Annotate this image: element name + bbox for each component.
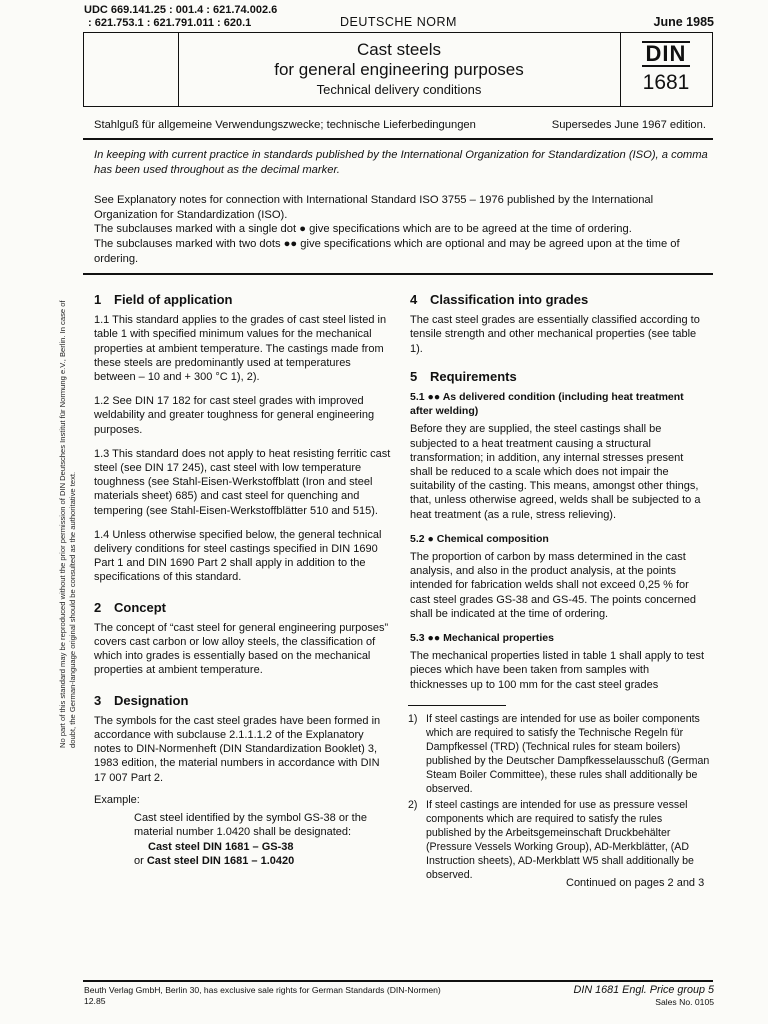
designation-2-row [94, 854, 392, 868]
footer-left [84, 985, 441, 1006]
subsection-5-3-heading: 5.3 ●● Mechanical properties [410, 632, 554, 645]
designation-2: Cast steel DIN 1681 – 1.0420 [146, 854, 295, 867]
footnotes [408, 712, 710, 882]
example-text: Cast steel identified by the symbol GS-38 or the material number 1.0420 shall be designated: [134, 812, 367, 839]
designation-1: Cast steel DIN 1681 – GS-38 [148, 840, 294, 853]
single-dot-note: The subclauses marked with a single dot ● give specifications which are to be agreed at the time of ordering. [94, 223, 632, 235]
para-5-2: The proportion of carbon by mass determined in the cast analysis, and also in the product analysis, at the points intended for fabrication welds shall not exceed 0,25 % for cast steel grades GS-38 and GS-45. The points concerned shall be indicated at the time of ordering. [410, 551, 696, 620]
footnote-2 [408, 798, 710, 882]
para-1-2: 1.2 See DIN 17 182 for cast steel grades with improved weldability and greater toughness for general engineering purposes. [94, 395, 375, 436]
example-label: Example: [94, 793, 140, 806]
footnote-1-text: If steel castings are intended for use as boiler components which are required to satisfy the Technische Regeln für Dampfkessel (TRD) (Technical rules for steam boilers) published by the Deutscher Dampfkesselausschuß (German Steam Boiler Committee), these rules shall additionally be observed. [426, 713, 710, 795]
para-4: The cast steel grades are essentially classified according to tensile strength and other mechanical properties (see table 1). [410, 314, 700, 355]
title-block [178, 33, 621, 106]
para-1-4: 1.4 Unless otherwise specified below, the general technical delivery conditions for steel castings specified in DIN 1690 Part 1 and DIN 1690 Part 2 shall apply in addition to the specifications of this standard. [94, 528, 382, 584]
udc-line-1: UDC 669.141.25 : 001.4 : 621.74.002.6 [84, 4, 278, 16]
or-word: or [134, 854, 144, 867]
title-line-3: Technical delivery conditions [316, 82, 482, 97]
publication-date: June 1985 [653, 15, 714, 29]
footer-reference: DIN 1681 Engl. Price group 5 [573, 984, 714, 996]
left-column [94, 293, 392, 868]
sales-number: Sales No. 0105 [655, 997, 714, 1007]
section-1-heading: 1 Field of application [94, 292, 233, 307]
publisher-note: Beuth Verlag GmbH, Berlin 30, has exclusive sale rights for German Standards (DIN-Normen) [84, 985, 441, 995]
norm-label: DEUTSCHE NORM [340, 15, 457, 29]
explanatory-note: See Explanatory notes for connection with International Standard ISO 3755 – 1976 published by the International Organization for Standardization (ISO). [94, 194, 654, 221]
section-3-heading: 3 Designation [94, 692, 189, 708]
udc-line-2: : 621.753.1 : 621.791.011 : 620.1 [88, 17, 252, 29]
para-5-1: Before they are supplied, the steel castings shall be subjected to a heat treatment causing a structural transformation; in addition, any internal stresses present shall be reduced to a scale which does not impair the suitability of the casting. This means, amongst other things, that, unless otherwise agreed, welds shall be subjected to a heat treatment (as a rule, stress relieving). [410, 423, 701, 521]
footnote-1-number: 1) [408, 713, 418, 725]
copyright-sidenote: No part of this standard may be reproduced without the prior permission of DIN Deutsches Institut für Normung e.V., Berlin. In case of doubt, the German-language original should be consulted as the authoritative text. [58, 300, 77, 748]
udc-classification [84, 4, 277, 30]
continued-note: Continued on pages 2 and 3 [566, 877, 705, 889]
edition-code: 12.85 [84, 995, 106, 1006]
section-4-heading: 4 Classification into grades [410, 292, 589, 307]
footnote-2-number: 2) [408, 799, 418, 811]
para-3: The symbols for the cast steel grades have been formed in accordance with subclause 2.1.1.1.2 of the Explanatory notes to DIN-Normenheft (DIN Standardization Booklet) 3, 1983 edition, the material numbers in accordance with DIN 17 007 Part 2. [94, 714, 381, 784]
two-dots-note: The subclauses marked with two dots ●● give specifications which are optional and may be agreed upon at the time of ordering. [94, 238, 680, 265]
para-1-1: 1.1 This standard applies to the grades of cast steel listed in table 1 with specified minimum values for the mechanical properties at ambient temperature. The castings made from these steels are predominantly used at temperatures between – 10 and + 300 °C 1), 2). [94, 314, 387, 384]
right-column [410, 293, 708, 692]
supersedes-note: Supersedes June 1967 edition. [551, 119, 706, 131]
para-5-3: The mechanical properties listed in table 1 shall apply to test pieces which have been taken from samples with thicknesses up to 100 mm for the cast steel grades [410, 650, 705, 691]
german-title: Stahlguß für allgemeine Verwendungszwecke; technische Lieferbedingungen [94, 119, 476, 131]
title-box-blank [84, 33, 179, 106]
subsection-5-2-heading: 5.2 ● Chemical composition [410, 532, 549, 545]
title-box [83, 32, 713, 107]
divider-bottom [83, 980, 713, 982]
title-line-2: for general engineering purposes [274, 60, 524, 79]
iso-decimal-note: In keeping with current practice in standards published by the International Organization for Standardization (ISO), a comma has been used throughout as the decimal marker. [94, 149, 708, 176]
para-2: The concept of “cast steel for general engineering purposes” covers cast carbon or low alloy steels, the classification of which into grades is essentially based on the mechanical properties at ambient temperature. [94, 621, 389, 677]
para-1-3: 1.3 This standard does not apply to heat resisting ferritic cast steel (see DIN 17 245), cast steel with low temperature toughness (see Stahl-Eisen-Werkstoffblatt (Iron and steel materials sheet) 685) and cast steel for quenching and tempering (see Stahl-Eisen-Werkstoffblätter 510 and 515). [94, 447, 391, 517]
din-number: 1681 [642, 71, 690, 94]
divider-intro [83, 273, 713, 275]
footnote-2-text: If steel castings are intended for use as pressure vessel components which are required to satisfy the rules published by the Arbeitsgemeinschaft Druckbehälter (Pressure Vessels Working Group), AD-Merkblätter, (AD Instruction sheets), AD-Merkblatt W5 shall additionally be observed. [426, 799, 694, 881]
subsection-5-1-heading: 5.1 ●● As delivered condition (including heat treatment after welding) [410, 391, 684, 418]
divider-top [83, 138, 713, 140]
footnote-1 [408, 712, 710, 796]
din-block [620, 33, 712, 106]
section-2-heading: 2 Concept [94, 599, 166, 615]
title-line-1: Cast steels [356, 40, 442, 59]
section-5-heading: 5 Requirements [410, 368, 517, 384]
din-logo: DIN [642, 41, 690, 67]
footnote-rule [408, 705, 506, 706]
